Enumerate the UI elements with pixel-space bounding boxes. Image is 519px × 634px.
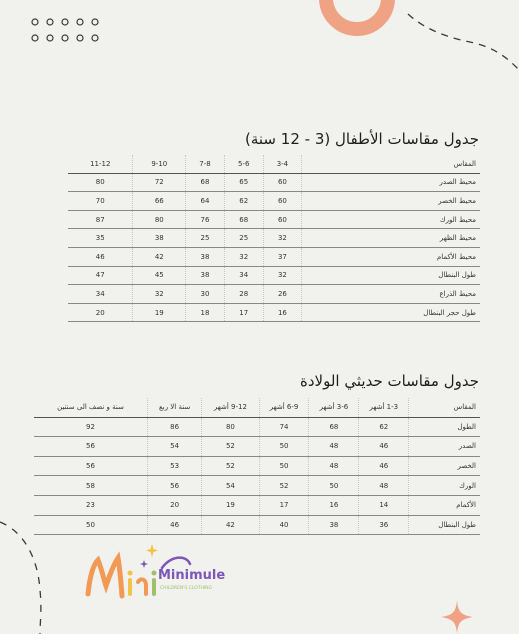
table-cell: 50 [259, 437, 309, 457]
table-cell: 14 [359, 495, 409, 515]
baby-size-table [34, 398, 480, 535]
table-row [68, 210, 480, 229]
table-cell: 19 [133, 303, 186, 322]
column-header: 11-12 [68, 155, 133, 173]
table-cell: 70 [68, 192, 133, 211]
column-header: 9-10 [133, 155, 186, 173]
logo-wordmark: Minimule [158, 568, 226, 583]
table-cell: 20 [68, 303, 133, 322]
table-cell: 38 [133, 229, 186, 248]
table-cell: 53 [147, 456, 201, 476]
column-header: 6-9 أشهر [259, 398, 309, 417]
table-cell: 34 [68, 285, 133, 304]
column-header: المقاس [302, 155, 480, 173]
table-row [68, 229, 480, 248]
row-label: محيط الخصر [302, 192, 480, 211]
baby-table-title: جدول مقاسات حديثي الولادة [300, 372, 479, 390]
table-cell: 25 [224, 229, 263, 248]
table-cell: 32 [133, 285, 186, 304]
table-cell: 19 [202, 495, 259, 515]
table-cell: 68 [309, 417, 359, 437]
table-cell: 76 [186, 210, 225, 229]
table-cell: 46 [68, 247, 133, 266]
table-cell: 80 [68, 173, 133, 192]
table-cell: 45 [133, 266, 186, 285]
table-cell: 46 [359, 437, 409, 457]
logo-tagline: CHILDREN'S CLOTHING [160, 586, 213, 591]
table-cell: 38 [309, 515, 359, 535]
table-row [68, 285, 480, 304]
table-header-row [34, 398, 480, 417]
table-cell: 34 [224, 266, 263, 285]
row-label: محيط الورك [302, 210, 480, 229]
column-header: 5-6 [224, 155, 263, 173]
table-cell: 66 [133, 192, 186, 211]
table-cell: 52 [202, 456, 259, 476]
table-cell: 52 [202, 437, 259, 457]
table-cell: 48 [309, 437, 359, 457]
column-header: 1-3 أشهر [359, 398, 409, 417]
table-cell: 20 [147, 495, 201, 515]
table-cell: 32 [263, 266, 302, 285]
table-cell: 50 [34, 515, 147, 535]
table-cell: 46 [359, 456, 409, 476]
table-cell: 56 [34, 456, 147, 476]
table-cell: 50 [309, 476, 359, 496]
table-cell: 32 [263, 229, 302, 248]
table-cell: 48 [359, 476, 409, 496]
row-label: الخصر [409, 456, 480, 476]
row-label: طول حجر البنطال [302, 303, 480, 322]
table-cell: 62 [224, 192, 263, 211]
row-label: طول البنطال [302, 266, 480, 285]
table-cell: 56 [34, 437, 147, 457]
table-cell: 68 [186, 173, 225, 192]
table-row [68, 247, 480, 266]
table-cell: 25 [186, 229, 225, 248]
table-row [68, 303, 480, 322]
column-header: 3-4 [263, 155, 302, 173]
peach-arc-decoration [300, 0, 519, 80]
brand-logo [78, 536, 226, 610]
table-cell: 42 [202, 515, 259, 535]
table-cell: 37 [263, 247, 302, 266]
table-cell: 17 [259, 495, 309, 515]
table-cell: 80 [133, 210, 186, 229]
table-cell: 48 [309, 456, 359, 476]
table-row [34, 476, 480, 496]
table-row [34, 437, 480, 457]
table-cell: 58 [34, 476, 147, 496]
row-label: الأكمام [409, 495, 480, 515]
table-cell: 40 [259, 515, 309, 535]
table-cell: 62 [359, 417, 409, 437]
table-row [34, 456, 480, 476]
table-cell: 68 [224, 210, 263, 229]
sparkle-star-icon [439, 600, 475, 634]
table-cell: 26 [263, 285, 302, 304]
table-cell: 54 [202, 476, 259, 496]
table-cell: 60 [263, 210, 302, 229]
table-row [34, 515, 480, 535]
column-header: المقاس [409, 398, 480, 417]
column-header: 3-6 أشهر [309, 398, 359, 417]
table-row [34, 417, 480, 437]
row-label: محيط الصدر [302, 173, 480, 192]
table-cell: 38 [186, 266, 225, 285]
table-cell: 46 [147, 515, 201, 535]
row-label: الطول [409, 417, 480, 437]
table-row [68, 173, 480, 192]
table-cell: 87 [68, 210, 133, 229]
row-label: محيط الذراع [302, 285, 480, 304]
column-header: 7-8 [186, 155, 225, 173]
table-row [68, 266, 480, 285]
column-header: 9-12 أشهر [202, 398, 259, 417]
table-cell: 54 [147, 437, 201, 457]
table-cell: 52 [259, 476, 309, 496]
row-label: الورك [409, 476, 480, 496]
table-cell: 65 [224, 173, 263, 192]
table-cell: 38 [186, 247, 225, 266]
table-cell: 28 [224, 285, 263, 304]
table-cell: 64 [186, 192, 225, 211]
table-row [34, 495, 480, 515]
table-cell: 60 [263, 173, 302, 192]
column-header: سنة الا ربع [147, 398, 201, 417]
kids-size-table [68, 155, 480, 322]
table-cell: 50 [259, 456, 309, 476]
table-cell: 16 [263, 303, 302, 322]
dot-grid-decoration [30, 16, 102, 46]
table-cell: 60 [263, 192, 302, 211]
column-header: سنة و نصف الى سنتين [34, 398, 147, 417]
table-cell: 35 [68, 229, 133, 248]
table-cell: 74 [259, 417, 309, 437]
kids-table-title: جدول مقاسات الأطفال (3 - 12 سنة) [245, 130, 479, 148]
row-label: محيط الأكمام [302, 247, 480, 266]
table-cell: 36 [359, 515, 409, 535]
table-cell: 18 [186, 303, 225, 322]
table-cell: 47 [68, 266, 133, 285]
table-cell: 86 [147, 417, 201, 437]
table-cell: 32 [224, 247, 263, 266]
table-row [68, 192, 480, 211]
table-cell: 92 [34, 417, 147, 437]
table-cell: 72 [133, 173, 186, 192]
row-label: محيط الظهر [302, 229, 480, 248]
row-label: الصدر [409, 437, 480, 457]
table-cell: 42 [133, 247, 186, 266]
table-cell: 56 [147, 476, 201, 496]
table-cell: 17 [224, 303, 263, 322]
table-cell: 23 [34, 495, 147, 515]
table-header-row [68, 155, 480, 173]
table-cell: 80 [202, 417, 259, 437]
table-cell: 30 [186, 285, 225, 304]
table-cell: 16 [309, 495, 359, 515]
row-label: طول البنطال [409, 515, 480, 535]
